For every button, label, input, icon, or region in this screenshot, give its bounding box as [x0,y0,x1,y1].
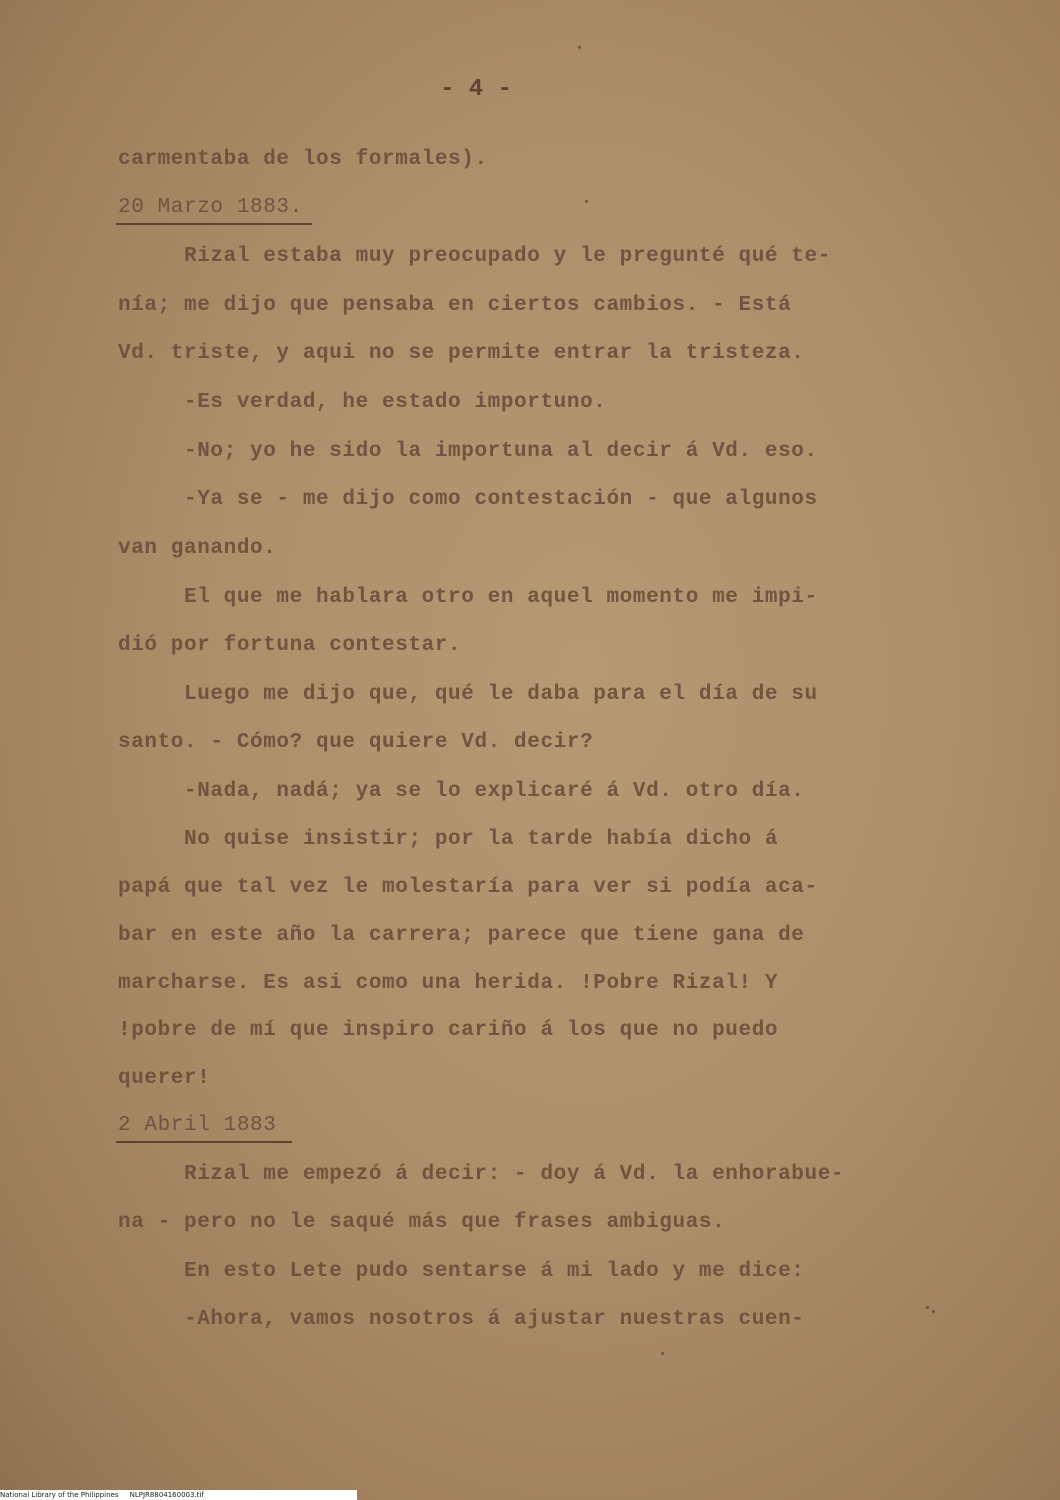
text-line: santo. - Cómo? que quiere Vd. decir? [118,731,594,754]
text-line: papá que tal vez le molestaría para ver si podía aca- [118,876,818,899]
text-line: nía; me dijo que pensaba en ciertos cambios. - Está [118,294,792,317]
text-line: Luego me dijo que, qué le daba para el día de su [118,683,818,706]
date-underline [116,1141,292,1143]
date-heading: 20 Marzo 1883. [118,196,303,219]
paper-speck [585,200,588,203]
date-heading: 2 Abril 1883 [118,1114,277,1137]
text-line: Rizal estaba muy preocupado y le pregunté qué te- [118,245,831,268]
text-line: -Es verdad, he estado importuno. [118,391,607,414]
date-underline [116,223,312,225]
text-line: -Nada, nadá; ya se lo explicaré á Vd. otro día. [118,780,805,803]
text-line: van ganando. [118,537,277,560]
text-line: marcharse. Es asi como una herida. !Pobre Rizal! Y [118,972,779,995]
text-line: El que me hablara otro en aquel momento me impi- [118,586,818,609]
paper-speck [661,1352,664,1355]
text-line: No quise insistir; por la tarde había dicho á [118,828,779,851]
text-line: dió por fortuna contestar. [118,634,462,657]
text-line: -Ya se - me dijo como contestación - que algunos [118,488,818,511]
text-line: -No; yo he sido la importuna al decir á Vd. eso. [118,440,818,463]
text-line: Rizal me empezó á decir: - doy á Vd. la enhorabue- [118,1163,845,1186]
text-line: na - pero no le saqué más que frases ambiguas. [118,1211,726,1234]
text-line: Vd. triste, y aqui no se permite entrar la tristeza. [118,342,805,365]
paper-speck [926,1306,929,1309]
paper-speck [932,1310,935,1313]
text-line: carmentaba de los formales). [118,148,488,171]
text-line: bar en este año la carrera; parece que tiene gana de [118,924,805,947]
page-number: - 4 - [440,76,513,103]
text-line: !pobre de mí que inspiro cariño á los que no puedo [118,1019,779,1042]
text-line: -Ahora, vamos nosotros á ajustar nuestras cuen- [118,1308,805,1331]
text-line: querer! [118,1067,211,1090]
paper-speck [578,46,581,49]
text-line: En esto Lete pudo sentarse á mi lado y me dice: [118,1260,805,1283]
scan-footer: National Library of the Philippines NLPJR8804160003.tif [0,1490,357,1500]
